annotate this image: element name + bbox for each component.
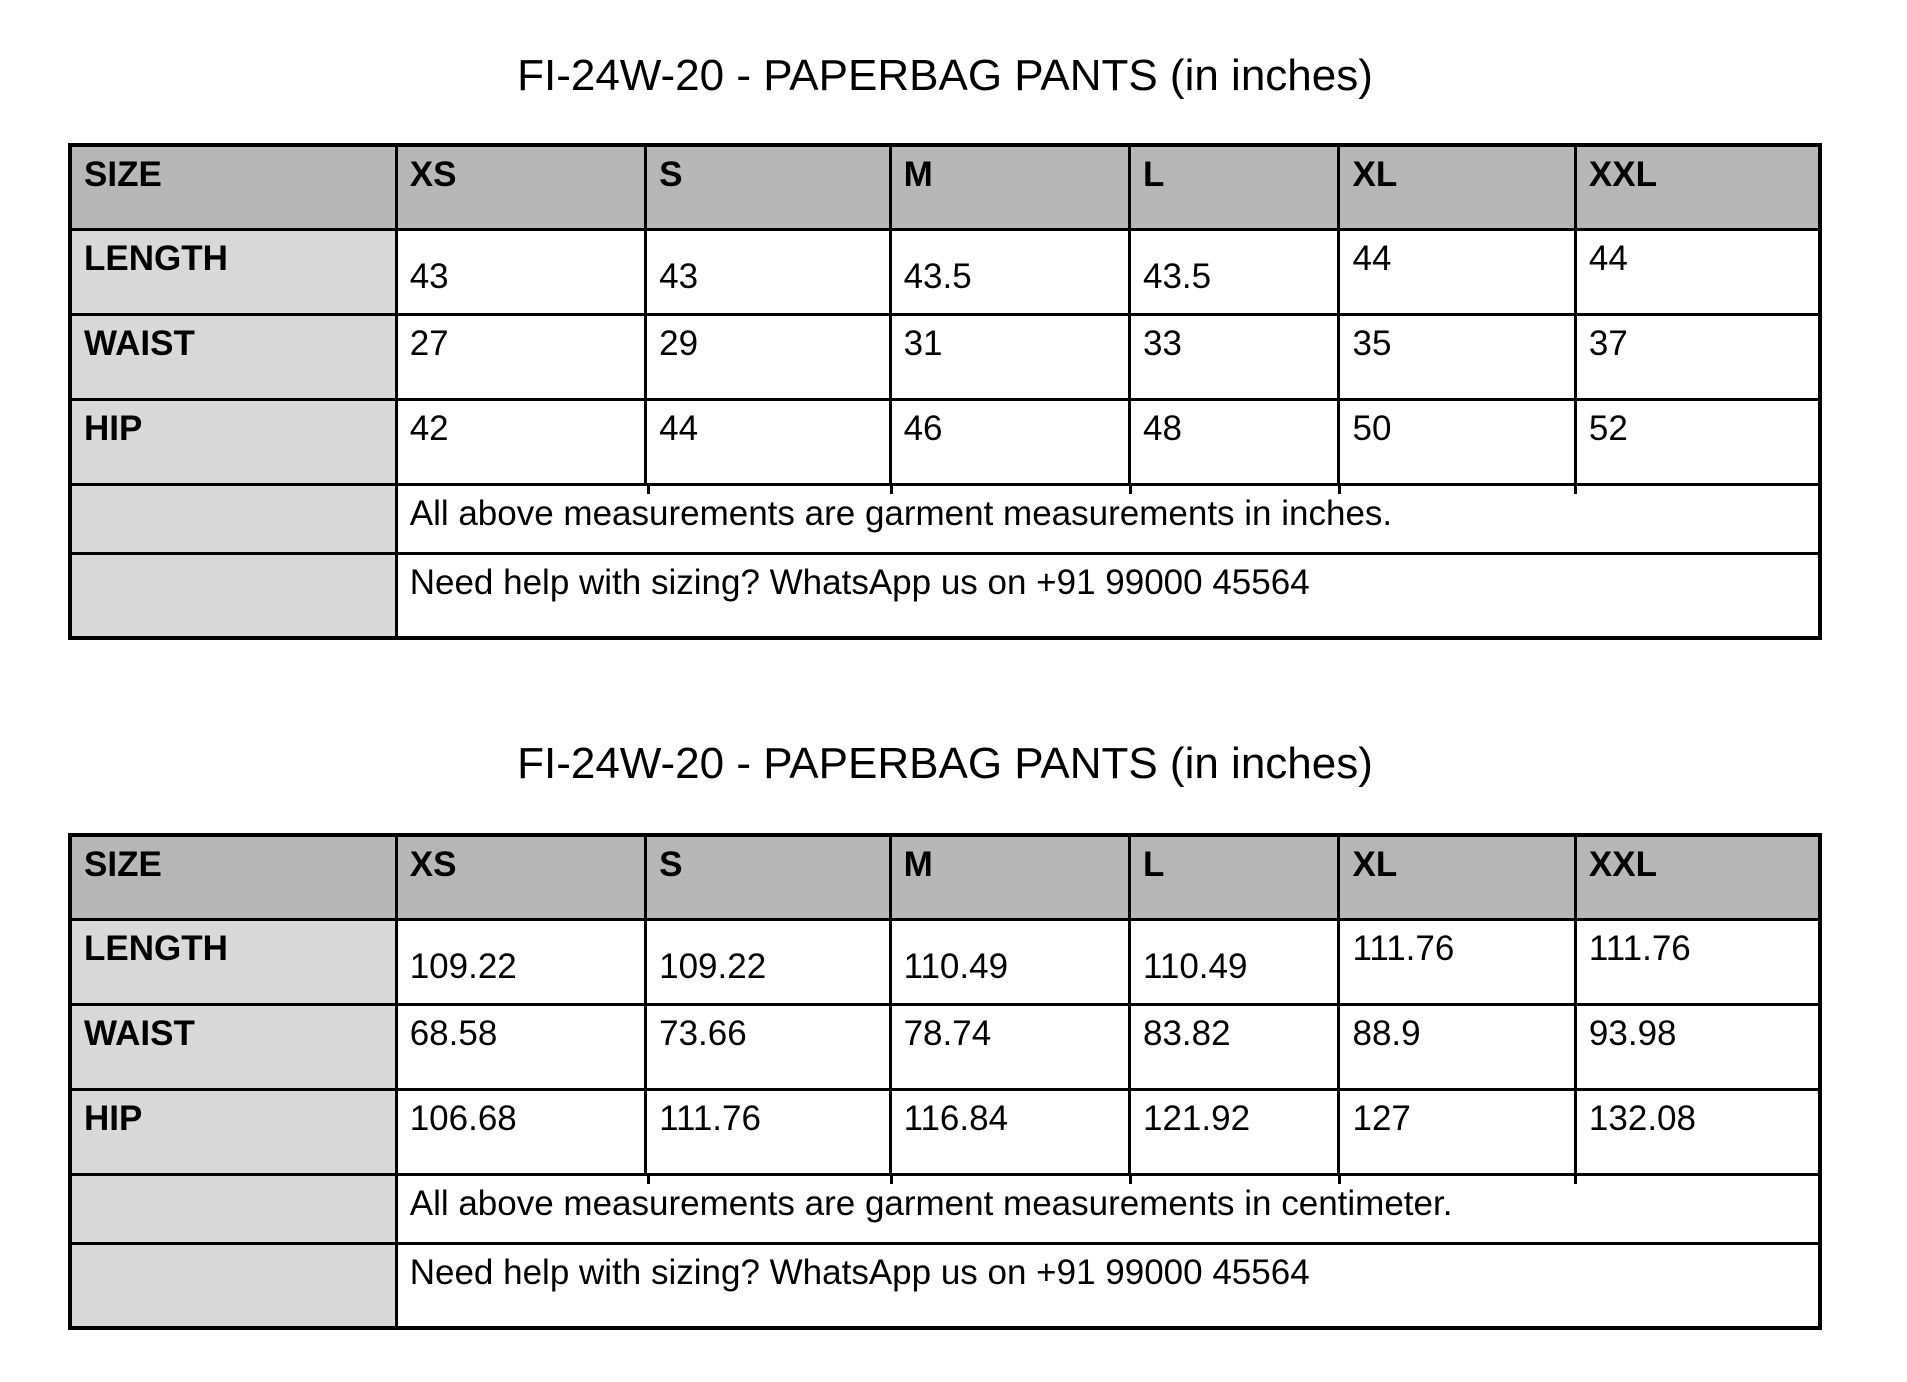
note-cell-whatsapp <box>396 1244 1820 1328</box>
table-row-length <box>70 920 1820 1005</box>
note-cell-whatsapp <box>396 554 1820 638</box>
border-stub <box>647 1176 650 1184</box>
border-stub <box>1574 486 1577 494</box>
value-cell: 43 <box>646 230 890 315</box>
value-cell: 43 <box>396 230 645 315</box>
row-label-hip: HIP <box>70 1090 396 1175</box>
border-stub <box>1338 486 1341 494</box>
value-cell: 110.49 <box>1130 920 1339 1005</box>
value-cell: 78.74 <box>890 1005 1129 1090</box>
border-stub <box>890 486 893 494</box>
value-cell: 116.84 <box>890 1090 1129 1175</box>
value-cell: 52 <box>1575 400 1820 485</box>
empty-label-cell <box>70 1175 396 1244</box>
table-row-length <box>70 230 1820 315</box>
table-row-waist <box>70 1005 1820 1090</box>
value-cell: 44 <box>1575 230 1820 315</box>
value-cell: 111.76 <box>646 1090 890 1175</box>
empty-label-cell <box>70 1244 396 1328</box>
row-label-waist: WAIST <box>70 315 396 400</box>
value-cell: 109.22 <box>646 920 890 1005</box>
row-label-waist: WAIST <box>70 1005 396 1090</box>
value-cell: 111.76 <box>1339 920 1575 1005</box>
table-row-hip <box>70 400 1820 485</box>
header-cell-l: L <box>1130 145 1339 230</box>
header-row <box>70 835 1820 920</box>
value-cell: 88.9 <box>1339 1005 1575 1090</box>
border-stub <box>890 1176 893 1184</box>
empty-label-cell <box>70 485 396 554</box>
border-stub <box>1129 1176 1132 1184</box>
header-cell-xl: XL <box>1339 145 1575 230</box>
header-cell-xs: XS <box>396 835 645 920</box>
value-cell: 132.08 <box>1575 1090 1820 1175</box>
note-cell-measurements <box>396 485 1820 554</box>
value-cell: 127 <box>1339 1090 1575 1175</box>
value-cell: 43.5 <box>890 230 1129 315</box>
border-stub <box>1338 1176 1341 1184</box>
value-cell: 33 <box>1130 315 1339 400</box>
note-row-measurements <box>70 485 1820 554</box>
value-cell: 73.66 <box>646 1005 890 1090</box>
value-cell: 68.58 <box>396 1005 645 1090</box>
note-row-measurements <box>70 1175 1820 1244</box>
whatsapp-help-text: Need help with sizing? WhatsApp us on +91 99000 45564 <box>409 563 1310 603</box>
row-label-hip: HIP <box>70 400 396 485</box>
value-cell: 121.92 <box>1130 1090 1339 1175</box>
value-cell: 29 <box>646 315 890 400</box>
note-row-whatsapp <box>70 1244 1820 1328</box>
value-cell: 106.68 <box>396 1090 645 1175</box>
value-cell: 111.76 <box>1575 920 1820 1005</box>
note-cell-measurements <box>396 1175 1820 1244</box>
value-cell: 50 <box>1339 400 1575 485</box>
note-text: All above measurements are garment measurements in inches. <box>409 494 1393 534</box>
row-label-length: LENGTH <box>70 920 396 1005</box>
value-cell: 83.82 <box>1130 1005 1339 1090</box>
header-cell-size: SIZE <box>70 145 396 230</box>
header-cell-xs: XS <box>396 145 645 230</box>
value-cell: 93.98 <box>1575 1005 1820 1090</box>
header-cell-size: SIZE <box>70 835 396 920</box>
note-text: All above measurements are garment measurements in centimeter. <box>409 1184 1453 1224</box>
header-cell-s: S <box>646 835 890 920</box>
value-cell: 42 <box>396 400 645 485</box>
value-cell: 35 <box>1339 315 1575 400</box>
header-cell-xxl: XXL <box>1575 835 1820 920</box>
header-cell-m: M <box>890 835 1129 920</box>
table-row-hip <box>70 1090 1820 1175</box>
size-table-inches <box>68 143 1822 640</box>
header-cell-m: M <box>890 145 1129 230</box>
header-cell-l: L <box>1130 835 1339 920</box>
table-row-waist <box>70 315 1820 400</box>
border-stub <box>1574 1176 1577 1184</box>
value-cell: 44 <box>1339 230 1575 315</box>
border-stub <box>1129 486 1132 494</box>
value-cell: 109.22 <box>396 920 645 1005</box>
value-cell: 48 <box>1130 400 1339 485</box>
size-chart-title-cm: FI-24W-20 - PAPERBAG PANTS (in inches) <box>517 738 1373 788</box>
header-cell-s: S <box>646 145 890 230</box>
header-cell-xxl: XXL <box>1575 145 1820 230</box>
value-cell: 27 <box>396 315 645 400</box>
header-row <box>70 145 1820 230</box>
size-table-cm <box>68 833 1822 1330</box>
size-chart-title-inches: FI-24W-20 - PAPERBAG PANTS (in inches) <box>517 51 1373 100</box>
border-stub <box>647 486 650 494</box>
empty-label-cell <box>70 554 396 638</box>
value-cell: 46 <box>890 400 1129 485</box>
value-cell: 31 <box>890 315 1129 400</box>
note-row-whatsapp <box>70 554 1820 638</box>
row-label-length: LENGTH <box>70 230 396 315</box>
value-cell: 43.5 <box>1130 230 1339 315</box>
header-cell-xl: XL <box>1339 835 1575 920</box>
value-cell: 44 <box>646 400 890 485</box>
whatsapp-help-text: Need help with sizing? WhatsApp us on +91 99000 45564 <box>409 1253 1310 1293</box>
value-cell: 37 <box>1575 315 1820 400</box>
value-cell: 110.49 <box>890 920 1129 1005</box>
